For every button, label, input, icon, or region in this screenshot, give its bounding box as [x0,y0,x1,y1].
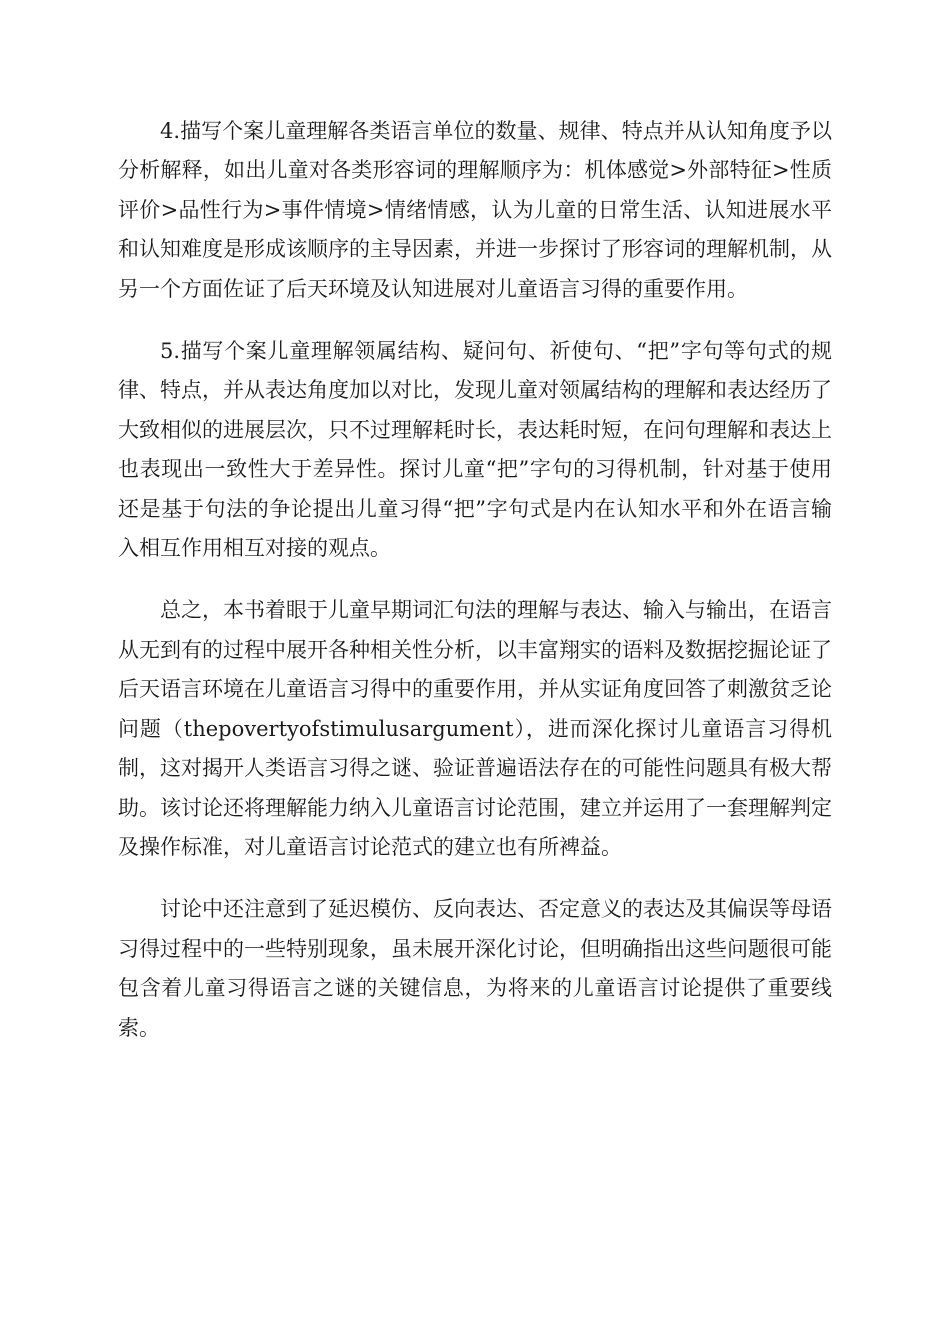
paragraph-summary: 总之，本书着眼于儿童早期词汇句法的理解与表达、输入与输出，在语言从无到有的过程中展开各种相关性分析，以丰富翔实的语料及数据挖掘论证了后天语言环境在儿童语言习得中的重要作用，并从实证角度回答了刺激贫乏论问题（thepovertyofstimulusargument），进而深化探讨儿童语言习得机制，这对揭开人类语言习得之谜、验证普遍语法存在的可能性问题具有极大帮助。该讨论还将理解能力纳入儿童语言讨论范围，建立并运用了一套理解判定及操作标准，对儿童语言讨论范式的建立也有所裨益。 [118,598,832,859]
paragraph-item-5: 5.描写个案儿童理解领属结构、疑问句、祈使句、“把”字句等句式的规律、特点，并从表达角度加以对比，发现儿童对领属结构的理解和表达经历了大致相似的进展层次，只不过理解耗时长，表达耗时短，在问句理解和表达上也表现出一致性大于差异性。探讨儿童“把”字句的习得机制，针对基于使用还是基于句法的争论提出儿童习得“把”字句式是内在认知水平和外在语言输入相互作用相互对接的观点。 [118,339,832,561]
document-body [118,112,832,1048]
paragraph-further-notes: 讨论中还注意到了延迟模仿、反向表达、否定意义的表达及其偏误等母语习得过程中的一些特别现象，虽未展开深化讨论，但明确指出这些问题很可能包含着儿童习得语言之谜的关键信息，为将来的儿童语言讨论提供了重要线索。 [118,897,832,1040]
paragraph-item-4: 4.描写个案儿童理解各类语言单位的数量、规律、特点并从认知角度予以分析解释，如出儿童对各类形容词的理解顺序为：机体感觉>外部特征>性质评价>品性行为>事件情境>情绪情感，认为儿童的日常生活、认知进展水平和认知难度是形成该顺序的主导因素，并进一步探讨了形容词的理解机制，从另一个方面佐证了后天环境及认知进展对儿童语言习得的重要作用。 [118,119,832,301]
